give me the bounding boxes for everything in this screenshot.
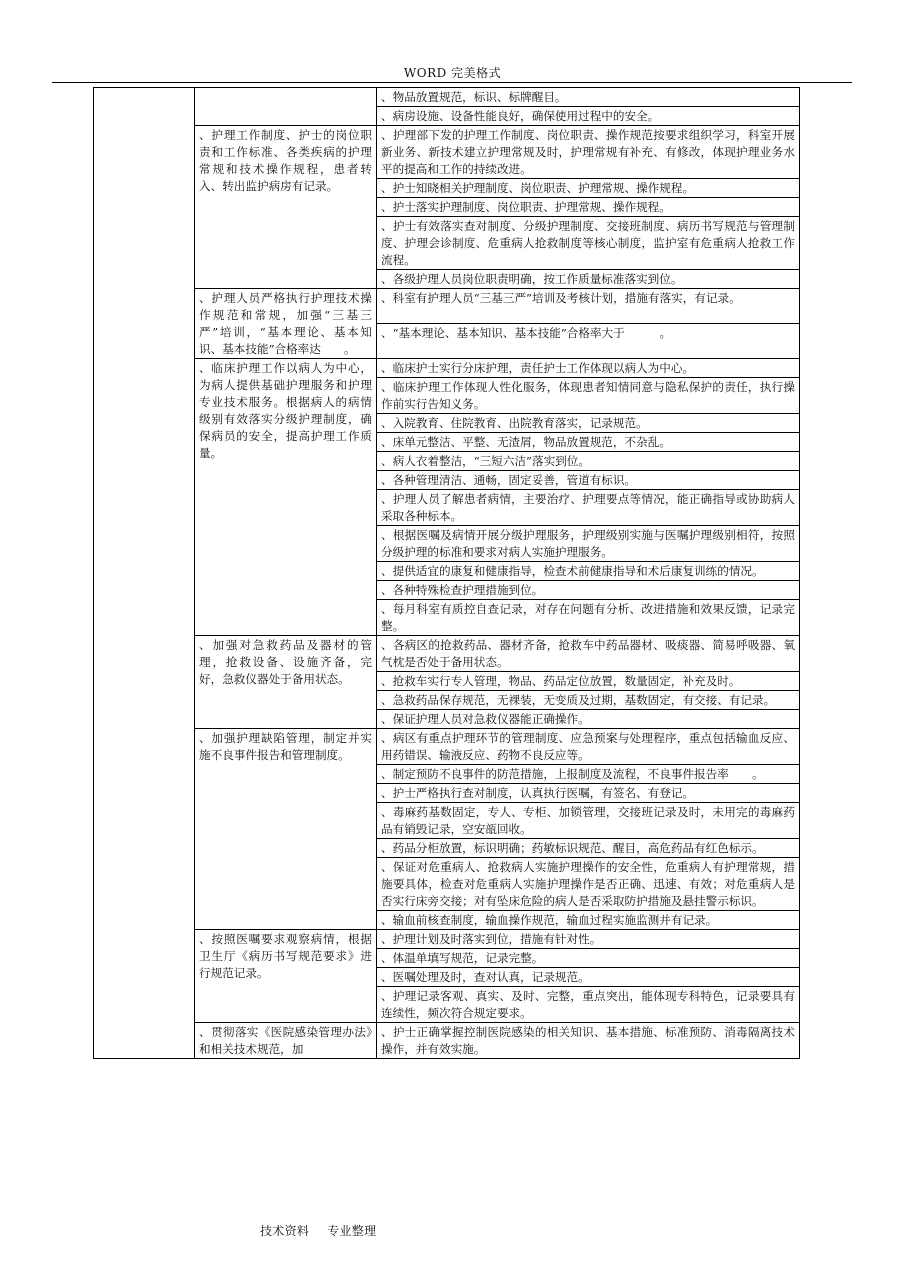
table-row — [94, 1023, 800, 1059]
criteria-item: 、护士知晓相关护理制度、岗位职责、护理常规、操作规程。 — [377, 179, 800, 198]
criteria-item: 、“基本理论、基本知识、基本技能”合格率大于 。 — [377, 324, 800, 359]
table-row — [94, 636, 800, 672]
criteria-item: 、病人衣着整洁，“三短六洁”落实到位。 — [377, 452, 800, 471]
table-row — [94, 930, 800, 949]
page-header: WORD 完美格式 — [403, 66, 502, 80]
table-row — [94, 359, 800, 378]
criteria-item: 、入院教育、住院教育、出院教育落实，记录规范。 — [377, 414, 800, 433]
requirement-cell: 、加强对急救药品及器材的管理，抢救设备、设施齐备，完好，急救仪器处于备用状态。 — [195, 636, 377, 729]
criteria-item: 、医嘱处理及时，查对认真，记录规范。 — [377, 968, 800, 987]
criteria-item: 、各种管理清洁、通畅，固定妥善，管道有标识。 — [377, 471, 800, 490]
requirement-cell — [195, 88, 377, 126]
criteria-item: 、科室有护理人员“三基三严”培训及考核计划，措施有落实，有记录。 — [377, 289, 800, 324]
criteria-item: 、护士有效落实查对制度、分级护理制度、交接班制度、病历书写规范与管理制度、护理会诊制度、危重病人抢救制度等核心制度，监护室有危重病人抢救工作流程。 — [377, 217, 800, 270]
criteria-item: 、护士落实护理制度、岗位职责、护理常规、操作规程。 — [377, 198, 800, 217]
criteria-item: 、物品放置规范，标识、标牌醒目。 — [377, 88, 800, 107]
criteria-item: 、护理记录客观、真实、及时、完整，重点突出，能体现专科特色，记录要具有连续性，频次符合规定要求。 — [377, 987, 800, 1023]
criteria-item: 、毒麻药基数固定，专人、专柜、加锁管理，交接班记录及时，未用完的毒麻药品有销毁记录，空安瓿回收。 — [377, 803, 800, 839]
table-row — [94, 289, 800, 324]
criteria-item: 、各种特殊检查护理措施到位。 — [377, 581, 800, 600]
criteria-item: 、临床护理工作体现人性化服务，体现患者知情同意与隐私保护的责任，执行操作前实行告知义务。 — [377, 378, 800, 414]
criteria-item: 、体温单填写规范，记录完整。 — [377, 949, 800, 968]
criteria-item: 、药品分柜放置，标识明确；药敏标识规范、醒目，高危药品有红色标示。 — [377, 839, 800, 858]
criteria-item: 、急救药品保存规范，无裸装，无变质及过期，基数固定，有交接、有记录。 — [377, 691, 800, 710]
criteria-item: 、床单元整洁、平整、无渣屑，物品放置规范，不杂乱。 — [377, 433, 800, 452]
criteria-item: 、病区有重点护理环节的管理制度、应急预案与处理程序，重点包括输血反应、用药错误、输液反应、药物不良反应等。 — [377, 729, 800, 765]
criteria-item: 、输血前核查制度，输血操作规范，输血过程实施监测并有记录。 — [377, 911, 800, 930]
criteria-item: 、护理部下发的护理工作制度、岗位职责、操作规范按要求组织学习，科室开展新业务、新技术建立护理常规及时，护理常规有补充、有修改，体现护理业务水平的提高和工作的持续改进。 — [377, 126, 800, 179]
criteria-item: 、抢救车实行专人管理，物品、药品定位放置，数量固定，补充及时。 — [377, 672, 800, 691]
nursing-standards-table — [93, 87, 800, 1059]
criteria-item: 、护理计划及时落实到位，措施有针对性。 — [377, 930, 800, 949]
criteria-item: 、制定预防不良事件的防范措施，上报制度及流程，不良事件报告率 。 — [377, 765, 800, 784]
requirement-cell: 、加强护理缺陷管理，制定并实施不良事件报告和管理制度。 — [195, 729, 377, 930]
requirement-cell: 、贯彻落实《医院感染管理办法》和相关技术规范，加 — [195, 1023, 377, 1059]
requirement-cell: 、按照医嘱要求观察病情，根据卫生厅《病历书写规范要求》进行规范记录。 — [195, 930, 377, 1023]
criteria-item: 、护士严格执行查对制度，认真执行医嘱，有签名、有登记。 — [377, 784, 800, 803]
criteria-item: 、保证对危重病人、抢救病人实施护理操作的安全性，危重病人有护理常规，措施要具体，检查对危重病人实施护理操作是否正确、迅速、有效；对危重病人是否实行床旁交接；对有坠床危险的病人是否采取防护措施及悬挂警示标识。 — [377, 858, 800, 911]
criteria-item: 、护理人员了解患者病情，主要治疗、护理要点等情况，能正确指导或协助病人采取各种标本。 — [377, 490, 800, 526]
criteria-item: 、每月科室有质控自查记录，对存在问题有分析、改进措施和效果反馈，记录完整。 — [377, 600, 800, 636]
criteria-item: 、临床护士实行分床护理，责任护士工作体现以病人为中心。 — [377, 359, 800, 378]
criteria-item: 、各病区的抢救药品、器材齐备，抢救车中药品器材、吸痰器、简易呼吸器、氧气枕是否处于备用状态。 — [377, 636, 800, 672]
requirement-cell: 、临床护理工作以病人为中心，为病人提供基础护理服务和护理专业技术服务。根据病人的病情级别有效落实分级护理制度，确保病员的安全，提高护理工作质量。 — [195, 359, 377, 636]
criteria-item: 、保证护理人员对急救仪器能正确操作。 — [377, 710, 800, 729]
criteria-item: 、护士正确掌握控制医院感染的相关知识、基本措施、标准预防、消毒隔离技术操作，并有效实施。 — [377, 1023, 800, 1059]
criteria-item: 、各级护理人员岗位职责明确，按工作质量标准落实到位。 — [377, 270, 800, 289]
criteria-item: 、病房设施、设备性能良好，确保使用过程中的安全。 — [377, 107, 800, 126]
header-rule — [52, 82, 852, 83]
table-row — [94, 126, 800, 179]
table-row — [94, 729, 800, 765]
requirement-cell: 、护理人员严格执行护理技术操作规范和常规，加强“三基三严”培训，“基本理论、基本知识、基本技能”合格率达 。 — [195, 289, 377, 359]
footer-right: 专业整理 — [327, 1224, 377, 1238]
footer-left: 技术资料 — [260, 1224, 310, 1238]
table-body — [94, 88, 800, 1059]
requirement-cell: 、护理工作制度、护士的岗位职责和工作标准、各类疾病的护理常规和技术操作规程，患者转入、转出监护病房有记录。 — [195, 126, 377, 289]
table-row — [94, 88, 800, 107]
category-column — [94, 88, 195, 1059]
criteria-item: 、根据医嘱及病情开展分级护理服务，护理级别实施与医嘱护理级别相符，按照分级护理的标准和要求对病人实施护理服务。 — [377, 526, 800, 562]
page-footer — [260, 1222, 376, 1239]
criteria-item: 、提供适宜的康复和健康指导，检查术前健康指导和术后康复训练的情况。 — [377, 562, 800, 581]
